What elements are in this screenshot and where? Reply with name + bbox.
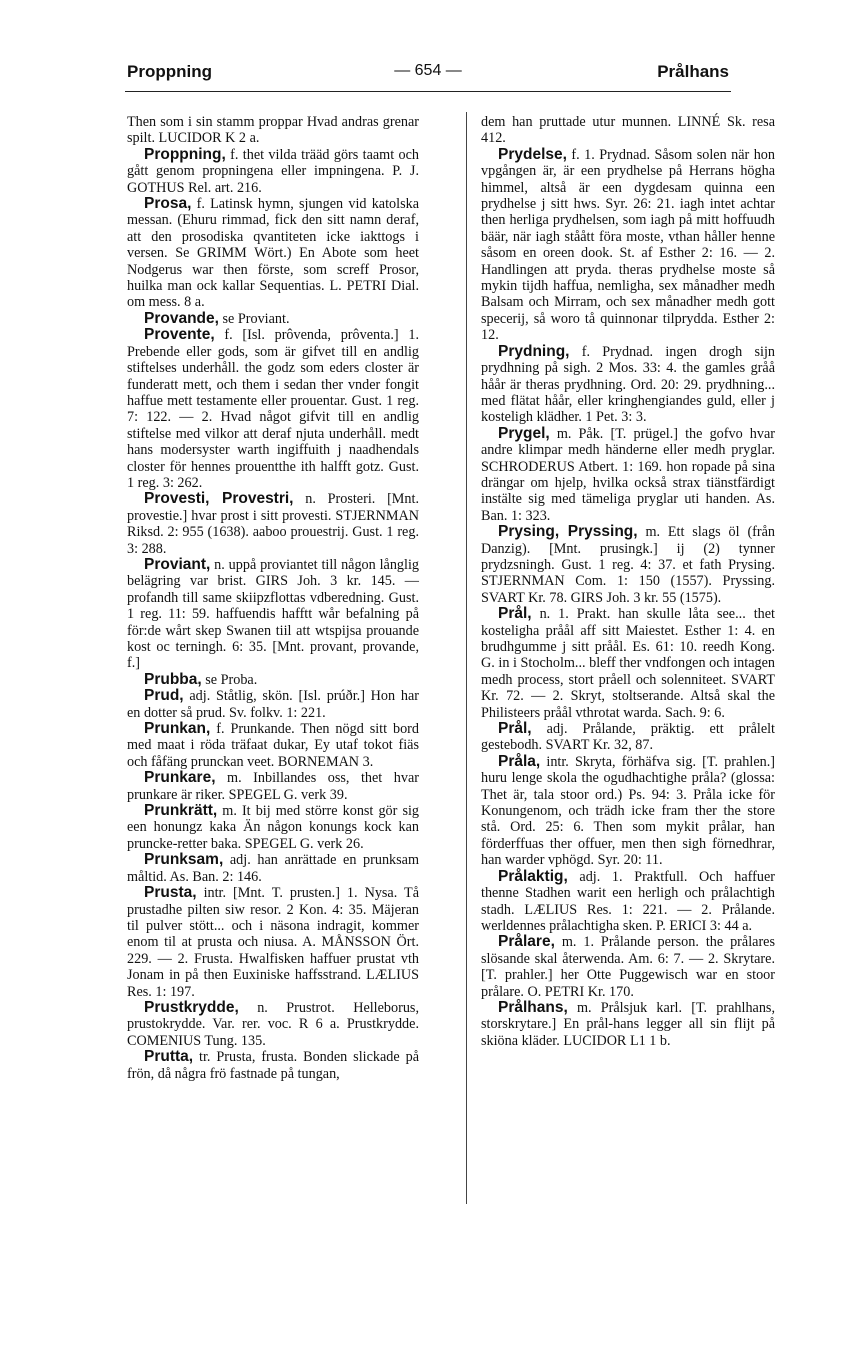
entry-text: f. thet vilda trääd görs taamt och gått genom propningena eller impningena. P. J. GOTHUS Rel. art. 216.: [127, 146, 419, 196]
running-head-right: Prålhans: [657, 62, 729, 81]
dictionary-entry: [127, 327, 419, 491]
column-divider: [466, 112, 467, 1204]
dictionary-entry: [481, 754, 775, 869]
dictionary-entry: [127, 1049, 419, 1082]
entry-headword: Prustkrydde,: [144, 998, 239, 1016]
entry-headword: Pråla,: [498, 752, 541, 770]
dictionary-entry: [127, 196, 419, 311]
dictionary-entry: [481, 344, 775, 426]
entry-text: f. Prydnad. ingen drogh sijn prydhning på sigh. 2 Mos. 33: 4. the gamles gråå håår är theras prydhning. Ord. 20: 29. prydhning... med flätat håår, eller kringhengiandes guld, eller j kosteligh klädher. 1 Pet. 3: 3.: [481, 343, 775, 426]
entry-headword: Proviant,: [144, 555, 211, 573]
entry-headword: Prygel,: [498, 424, 550, 442]
entry-headword: Provande,: [144, 309, 219, 327]
dictionary-entry: [481, 721, 775, 754]
entry-text: n. uppå proviantet till någon långlig belägring var brist. GIRS Joh. 3 kr. 145. — profandh till same skiipzflottas vdberedning. Gust. 1 reg. 11: 59. haffuendis hafftt wår befalning på för:de wårt skep Swanen tiil att wtspijsa prouande kost oc terningh. 6: 35. [Mnt. provant, provande, f.]: [127, 556, 419, 672]
dictionary-entry: [481, 934, 775, 1000]
entry-headword: Prutta,: [144, 1048, 194, 1066]
entry-text: m. Prålsjuk karl. [T. prahlhans, storskrytare.] En prål-hans legger all sin flijt på skiöna kläder. LUCIDOR L1 1 b.: [481, 999, 775, 1049]
entry-text: m. Ett slags öl (från Danzig). [Mnt. prusingk.] ij (2) tynner prydzsningh. Gust. 1 reg. 4: 37. et fath Prysing. STJERNMAN Com. 1: 150 (1557). Pryssing. SVART Kr. 78. GIRS Joh. 3 kr. 55 (1575).: [481, 524, 776, 606]
left-column: [127, 114, 419, 1082]
dictionary-entry: [127, 672, 419, 688]
dictionary-entry: [127, 1000, 419, 1049]
entry-text: adj. Ståtlig, skön. [Isl. prúðr.] Hon har en dotter så prud. Sv. folkv. 1: 221.: [127, 688, 419, 721]
entry-text: n. 1. Prakt. han skulle låta see... thet kosteligha pråål aff sitt Maiestet. Esther 1: 4. en brudhgumme j sitt pråål. Es. 61: 10. reedh Kong. G. in i Stocholm... bleff ther vndfongen och intagen medh process, stort pråell och solenniteet. SVART Kr. 72. — 2. Skryt, stoltserande. Altså skal the Philisteers pråål vthrotat warda. Sach. 9: 6.: [481, 606, 775, 721]
entry-text: m. 1. Prålande person. the prålares slösande skal återwenda. Am. 6: 7. — 2. Skrytare. [T. prahler.] her Otte Puggewisch war en stoor prålare. O. PETRI Kr. 170.: [481, 934, 775, 1000]
entry-text: se Proba.: [201, 671, 258, 688]
dictionary-entry: [127, 852, 419, 885]
dictionary-entry: [127, 311, 419, 327]
entry-text: f. [Isl. prôvenda, prôventa.] 1. Prebende eller gods, som är gifvet till en andlig stiftelses underhåll. the godz som eders closter är funderatt mett, och them i sedan ther vnder fongit haffue mett testamente eller prouentar. Gust. 1 reg. 7: 122. — 2. Hvad något gifvit till en andlig stiftelse med vilkor att deraf njuta underhåll. medt hans modersyster warth ingiffuith j naadhendals closter för hennes prouentthe ith halfft gotz. Gust. 1 reg. 3: 262.: [127, 327, 419, 491]
header-rule: [125, 91, 731, 92]
entry-headword: Prunkrätt,: [144, 802, 218, 820]
page-header: [127, 62, 729, 86]
entry-text: n. Prustrot. Helleborus, prustokrydde. Var. rer. voc. R 6 a. Prustkrydde. COMENIUS Tung. 135.: [127, 999, 419, 1049]
entry-text: m. Inbillandes oss, thet hvar prunkare är riker. SPEGEL G. verk 39.: [127, 770, 419, 803]
dictionary-entry: [481, 426, 775, 524]
page-number: — 654 —: [394, 62, 462, 79]
entry-text: tr. Prusta, frusta. Bonden slickade på frön, då några frö fastnade på tungan,: [127, 1049, 419, 1082]
dictionary-entry: [127, 557, 419, 672]
entry-headword: Proppning,: [144, 145, 226, 163]
right-column: [481, 114, 775, 1049]
entry-text: f. 1. Prydnad. Såsom solen när hon vpgången är, är een prydhelse på Herrans högha himmel, altså är een dygdesam quinna een prydhelse j sitt hws. Syr. 26: 21. iagh intet achtar then herliga prydhelsen, som iagh på mitt hoffuudh bäär, när iagh ståått föra moste, vthan håller henne såsom en oreen dook. St. af Esther 2: 16. — 2. Handlingen att pryda. theras prydhelse moste så mykin tijdh haffua, nemligha, sex månadher medh Balsam och Mirram, och sex månadher medh gott specerij, så woro tå quinnonar tilprydda. Esther 2: 12.: [481, 146, 775, 344]
entry-headword: Prud,: [144, 687, 184, 705]
entry-headword: Prunksam,: [144, 851, 224, 869]
dictionary-entry: [481, 524, 775, 606]
entry-headword: Prålaktig,: [498, 867, 568, 885]
entry-text: dem han pruttade utur munnen. LINNÉ Sk. resa 412.: [481, 114, 775, 147]
entry-text: m. It bij med större konst gör sig een honungz kaka Än någon konungs kock kan pruncke-retter baka. SPEGEL G. verk 26.: [127, 803, 419, 852]
dictionary-entry: [127, 147, 419, 196]
entry-headword: Prål,: [498, 720, 532, 738]
entry-text: f. Latinsk hymn, sjungen vid katolska messan. (Ehuru rimmad, fick den sitt namn deraf, att den prosodiska qvantiteten icke iakttogs i versen. Se GRIMM Wört.) En Abote som heet Nodgerus war then förste, som screff Prosor, huilka man ock kallar Sequentias. L. PETRI Dial. om mess. 8 a.: [127, 196, 419, 311]
dictionary-entry: [127, 885, 419, 1000]
entry-headword: Prubba,: [144, 670, 202, 688]
entry-headword: Prålare,: [498, 933, 555, 951]
entry-text: Then som i sin stamm proppar Hvad andras grenar spilt. LUCIDOR K 2 a.: [127, 114, 419, 147]
entry-text: adj. 1. Praktfull. Och haffuer thenne Stadhen warit een herligh och prålachtigh stadh. LÆLIUS Res. 1: 221. — 2. Prålande. werldennes prålachtigha sken. P. ERICI 3: 44 a.: [481, 868, 775, 934]
entry-text: n. Prosteri. [Mnt. provestie.] hvar prost i sitt provesti. STJERNMAN Riksd. 2: 955 (1638). aaboo prouestrij. Gust. 1 reg. 3: 288.: [127, 491, 419, 557]
entry-headword: Provente,: [144, 326, 215, 344]
dictionary-entry: [481, 606, 775, 721]
entry-headword: Prydelse,: [498, 145, 567, 163]
entry-text: intr. Skryta, förhäfva sig. [T. prahlen.] huru lenge skola the ogudhachtighe pråla? (glossa: Thet är, tala stoor ord.) Ps. 94: 3. Pråla icke för Konungenom, och trädh icke fram ther the store stå. Ord. 25: 6. Then som mykit prålar, han förderffuas ther offuer, men then sigh förnedhrar, han warder vphögd. Syr. 20: 11.: [481, 753, 775, 869]
running-head-left: Proppning: [127, 62, 212, 81]
dictionary-entry: [481, 869, 775, 935]
dictionary-entry: [127, 491, 419, 557]
entry-text: adj. Prålande, präktig. ett prålelt gestebodh. SVART Kr. 32, 87.: [481, 721, 775, 754]
entry-headword: Prydning,: [498, 342, 570, 360]
entry-headword: Prysing, Pryssing,: [498, 523, 638, 541]
dictionary-entry: [127, 114, 419, 147]
entry-headword: Provesti, Provestri,: [144, 490, 294, 508]
dictionary-entry: [127, 721, 419, 770]
entry-text: m. Påk. [T. prügel.] the gofvo hvar andre klimpar medh händerne eller medh pryglar. SCHRODERUS Atbert. 1: 169. hon ropade på sina drängar om hjelp, hvilka också strax tiänstfärdigt instälte sig med tämeliga pryglar uti handen. As. Ban. 1: 323.: [481, 425, 775, 524]
dictionary-entry: [127, 803, 419, 852]
entry-headword: Prålhans,: [498, 998, 568, 1016]
dictionary-entry: [127, 770, 419, 803]
entry-headword: Prål,: [498, 605, 532, 623]
dictionary-entry: [481, 114, 775, 147]
entry-headword: Prunkare,: [144, 769, 216, 787]
entry-headword: Prunkan,: [144, 720, 211, 738]
entry-text: se Proviant.: [218, 310, 290, 327]
entry-headword: Prosa,: [144, 195, 192, 213]
entry-headword: Prusta,: [144, 884, 197, 902]
dictionary-entry: [481, 147, 775, 344]
entry-text: f. Prunkande. Then nögd sitt bord med maat i röda träfaat dukar, Ey utaf tokot fiäs och fåfäng prunckan veet. BORNEMAN 3.: [127, 721, 419, 770]
entry-text: intr. [Mnt. T. prusten.] 1. Nysa. Tå prustadhe pilten siw resor. 2 Kon. 4: 35. Mäjeran til pulver stött... och i näsona indragit, kommer enom til at prusta och niusa. A. MÅNSSON Ört. 229. — 2. Frusta. Hwalfisken haffuer prustat vth Jonam in på then Euxiniske haffsstrand. LÆLIUS Res. 1: 197.: [127, 885, 419, 1000]
entry-text: adj. han anrättade en prunksam måltid. As. Ban. 2: 146.: [127, 852, 419, 885]
dictionary-entry: [481, 1000, 775, 1049]
dictionary-entry: [127, 688, 419, 721]
